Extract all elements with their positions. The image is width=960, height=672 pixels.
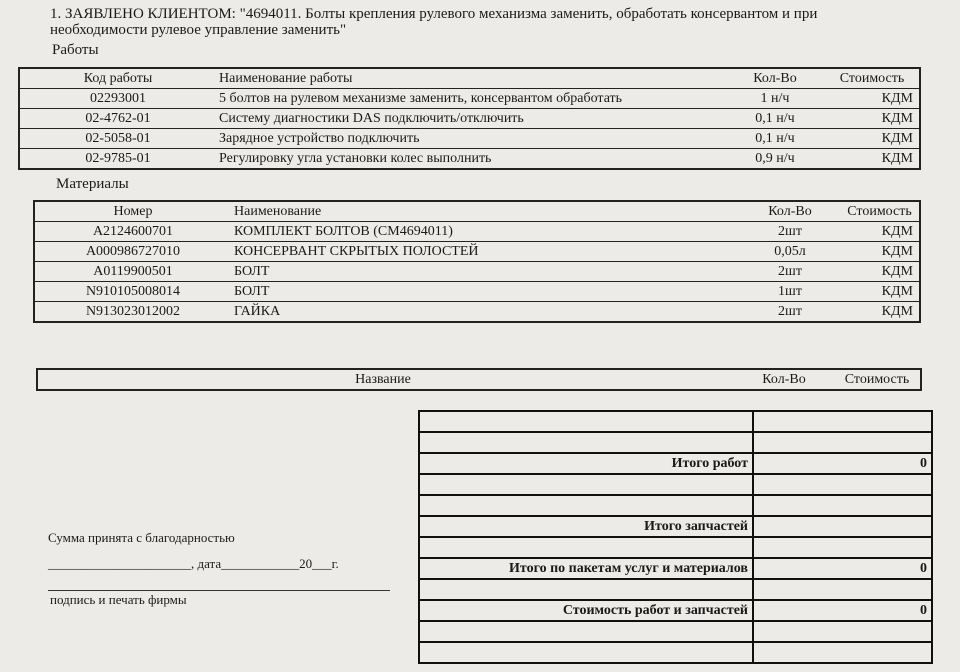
totals-value — [753, 516, 932, 537]
totals-row — [419, 516, 932, 537]
totals-row — [419, 453, 932, 474]
materials-title: Материалы — [56, 176, 129, 192]
table-row — [34, 242, 920, 262]
totals-label — [419, 432, 753, 453]
material-name: ГАЙКА — [234, 304, 281, 319]
works-header-cost: Стоимость — [828, 68, 920, 89]
date-line: ______________________, дата____________20___г. — [48, 556, 339, 571]
material-code: N910105008014 — [34, 282, 231, 302]
totals-value — [753, 642, 932, 663]
works-header-row — [19, 68, 920, 89]
material-name: БОЛТ — [231, 262, 737, 282]
totals-row — [419, 600, 932, 621]
material-cost: КДМ — [843, 282, 920, 302]
work-name: Регулировку угла установки колес выполнить — [219, 151, 492, 166]
totals-label — [419, 474, 753, 495]
material-cost: КДМ — [843, 242, 920, 262]
table-row — [19, 89, 920, 109]
totals-value — [753, 495, 932, 516]
work-cost: КДМ — [828, 109, 920, 129]
totals-value — [753, 537, 932, 558]
claim-line-2: необходимости рулевое управление заменить" — [50, 22, 347, 38]
material-name: КОНСЕРВАНТ СКРЫТЫХ ПОЛОСТЕЙ — [231, 242, 737, 262]
totals-table — [418, 410, 933, 664]
materials-table — [33, 200, 921, 323]
packages-header-qty: Кол-Во — [762, 372, 806, 387]
material-cost: КДМ — [843, 222, 920, 242]
work-code: 02-5058-01 — [19, 129, 216, 149]
totals-value — [753, 474, 932, 495]
totals-row — [419, 558, 932, 579]
table-row — [34, 222, 920, 242]
materials-header-code: Номер — [34, 201, 231, 222]
packages-table — [36, 368, 922, 391]
work-cost: КДМ — [881, 151, 913, 166]
material-qty: 1шт — [737, 282, 843, 302]
materials-header-name: Наименование — [231, 201, 737, 222]
totals-row — [419, 474, 932, 495]
material-name: БОЛТ — [231, 282, 737, 302]
work-name: Систему диагностики DAS подключить/отключить — [216, 109, 722, 129]
material-qty: 2шт — [737, 262, 843, 282]
totals-value — [753, 432, 932, 453]
work-qty: 0,9 н/ч — [755, 151, 795, 166]
totals-value: 0 — [753, 453, 932, 474]
table-row — [19, 149, 920, 170]
work-cost: КДМ — [828, 89, 920, 109]
totals-value: 0 — [753, 558, 932, 579]
table-row — [19, 129, 920, 149]
sum-accepted-text: Сумма принята с благодарностью — [48, 530, 235, 545]
material-qty: 0,05л — [737, 242, 843, 262]
work-code: 02-9785-01 — [85, 151, 151, 166]
work-qty: 1 н/ч — [722, 89, 828, 109]
totals-label — [419, 621, 753, 642]
materials-header-row — [34, 201, 920, 222]
work-cost: КДМ — [828, 129, 920, 149]
material-code: A0119900501 — [34, 262, 231, 282]
material-qty: 2шт — [778, 304, 802, 319]
claim-line-1: 1. ЗАЯВЛЕНО КЛИЕНТОМ: "4694011. Болты крепления рулевого механизма заменить, обработать консервантом и при — [50, 6, 818, 22]
table-row — [34, 302, 920, 323]
materials-header-qty: Кол-Во — [737, 201, 843, 222]
packages-header-cost: Стоимость — [844, 372, 910, 387]
table-row — [34, 282, 920, 302]
works-header-qty: Кол-Во — [722, 68, 828, 89]
table-row — [19, 109, 920, 129]
packages-header-name: Название — [355, 372, 411, 387]
work-name: Зарядное устройство подключить — [216, 129, 722, 149]
work-code: 02-4762-01 — [19, 109, 216, 129]
totals-label — [419, 411, 753, 432]
work-code: 02293001 — [19, 89, 216, 109]
work-name: 5 болтов на рулевом механизме заменить, консервантом обработать — [216, 89, 722, 109]
totals-row — [419, 411, 932, 432]
material-cost: КДМ — [843, 262, 920, 282]
work-qty: 0,1 н/ч — [722, 129, 828, 149]
totals-row — [419, 537, 932, 558]
material-name: КОМПЛЕКТ БОЛТОВ (CM4694011) — [231, 222, 737, 242]
totals-value — [753, 579, 932, 600]
totals-row — [419, 642, 932, 663]
material-code: A000986727010 — [34, 242, 231, 262]
totals-row — [419, 621, 932, 642]
works-table — [18, 67, 921, 170]
material-code: A2124600701 — [34, 222, 231, 242]
totals-label — [419, 537, 753, 558]
packages-header-row — [37, 369, 921, 390]
totals-label — [419, 642, 753, 663]
totals-label — [419, 495, 753, 516]
totals-row — [419, 432, 932, 453]
work-qty: 0,1 н/ч — [722, 109, 828, 129]
material-code: N913023012002 — [85, 304, 181, 319]
totals-label: Итого по пакетам услуг и материалов — [419, 558, 753, 579]
materials-header-cost: Стоимость — [843, 201, 920, 222]
works-header-code: Код работы — [19, 68, 216, 89]
table-row — [34, 262, 920, 282]
totals-value — [753, 621, 932, 642]
material-qty: 2шт — [737, 222, 843, 242]
signature-line — [48, 590, 390, 591]
totals-label — [419, 579, 753, 600]
totals-label: Итого работ — [419, 453, 753, 474]
totals-value: 0 — [753, 600, 932, 621]
works-header-name: Наименование работы — [216, 68, 722, 89]
signature-label: подпись и печать фирмы — [50, 592, 187, 607]
material-cost: КДМ — [881, 304, 913, 319]
totals-value — [753, 411, 932, 432]
totals-label: Итого запчастей — [419, 516, 753, 537]
totals-label: Стоимость работ и запчастей — [419, 600, 753, 621]
totals-row — [419, 495, 932, 516]
works-title: Работы — [52, 42, 99, 58]
totals-row — [419, 579, 932, 600]
